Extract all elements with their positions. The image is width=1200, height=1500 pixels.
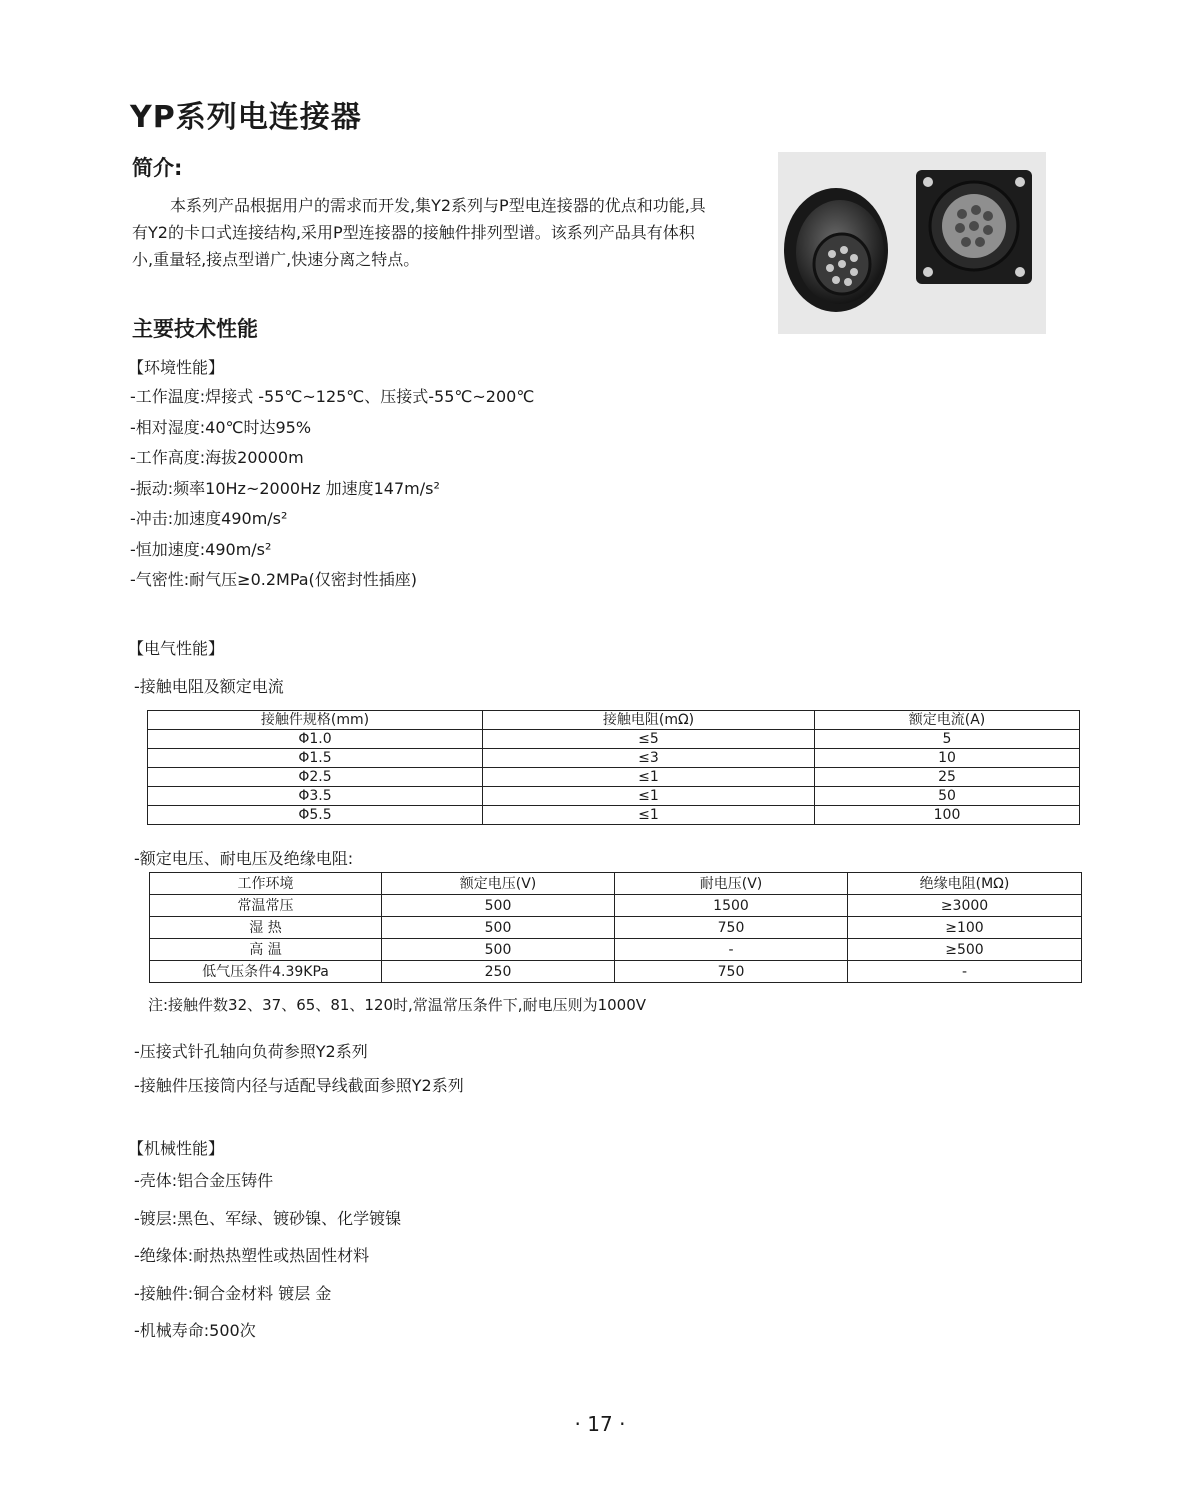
table-cell: 500	[382, 895, 615, 917]
list-item: -接触件压接筒内径与适配导线截面参照Y2系列	[134, 1076, 464, 1095]
table-cell: Φ2.5	[148, 768, 483, 787]
table-row	[148, 787, 1080, 806]
table-cell: 500	[382, 917, 615, 939]
page-number: · 17 ·	[574, 1412, 626, 1436]
table-cell: 低气压条件4.39KPa	[150, 961, 382, 983]
list-item: -机械寿命:500次	[134, 1321, 256, 1340]
list-item: -恒加速度:490m/s²	[130, 539, 272, 559]
table-header-cell: 额定电流(A)	[815, 711, 1080, 730]
table-cell: ≤1	[483, 787, 815, 806]
table-header-cell: 耐电压(V)	[615, 873, 848, 895]
table-row	[148, 806, 1080, 825]
table-cell: ≥3000	[848, 895, 1082, 917]
table-cell: 25	[815, 768, 1080, 787]
list-item: -接触件:铜合金材料 镀层 金	[134, 1283, 332, 1303]
connector-illustration	[778, 152, 1046, 334]
table-cell: 高 温	[150, 939, 382, 961]
table-cell: 常温常压	[150, 895, 382, 917]
voltage-table	[149, 872, 1082, 983]
environment-list	[130, 382, 534, 596]
table-cell: 750	[615, 917, 848, 939]
table-header-cell: 工作环境	[150, 873, 382, 895]
list-item: -工作温度:焊接式 -55℃~125℃、压接式-55℃~200℃	[130, 387, 535, 406]
table-cell: ≥100	[848, 917, 1082, 939]
table-cell: 250	[382, 961, 615, 983]
list-item: -压接式针孔轴向负荷参照Y2系列	[134, 1042, 368, 1061]
table-cell: 1500	[615, 895, 848, 917]
voltage-note: 注:接触件数32、37、65、81、120时,常温常压条件下,耐电压则为1000V	[148, 996, 647, 1014]
table-cell: 10	[815, 749, 1080, 768]
table-header-cell: 额定电压(V)	[382, 873, 615, 895]
table-cell: 湿 热	[150, 917, 382, 939]
mechanical-list	[134, 1162, 401, 1350]
table-header-row	[148, 711, 1080, 730]
table-row	[148, 768, 1080, 787]
table-row	[150, 917, 1082, 939]
table-cell: Φ5.5	[148, 806, 483, 825]
list-item: -工作高度:海拔20000m	[130, 448, 304, 467]
table-row	[148, 730, 1080, 749]
table-row	[148, 749, 1080, 768]
list-item: -相对湿度:40℃时达95%	[130, 417, 312, 437]
list-item: -气密性:耐气压≥0.2MPa(仅密封性插座)	[130, 570, 418, 589]
table-header-cell: 接触件规格(mm)	[148, 711, 483, 730]
table-row	[150, 961, 1082, 983]
table-cell: ≤1	[483, 768, 815, 787]
table-row	[150, 895, 1082, 917]
table-header-row	[150, 873, 1082, 895]
table-cell: Φ1.0	[148, 730, 483, 749]
contact-resistance-table	[147, 710, 1080, 825]
table-cell: 750	[615, 961, 848, 983]
table-cell: ≤3	[483, 749, 815, 768]
list-item: -镀层:黑色、军绿、镀砂镍、化学镀镍	[134, 1208, 402, 1228]
table-cell: Φ3.5	[148, 787, 483, 806]
table-header-cell: 接触电阻(mΩ)	[483, 711, 815, 730]
table-cell: Φ1.5	[148, 749, 483, 768]
intro-paragraph: 本系列产品根据用户的需求而开发,集Y2系列与P型电连接器的优点和功能,具有Y2的卡口式连接结构,采用P型连接器的接触件排列型谱。该系列产品具有体积小,重量轻,接点型谱广,快速分离之特点。	[132, 196, 706, 269]
connector-photo	[778, 152, 1046, 334]
table-cell: ≤5	[483, 730, 815, 749]
list-item: -振动:频率10Hz~2000Hz 加速度147m/s²	[130, 478, 440, 498]
table-cell: -	[848, 961, 1082, 983]
table-cell: ≤1	[483, 806, 815, 825]
electrical-extra-list	[134, 1035, 464, 1103]
table-cell: -	[615, 939, 848, 961]
table-cell: ≥500	[848, 939, 1082, 961]
environment-heading: 【环境性能】	[128, 358, 225, 377]
mechanical-heading: 【机械性能】	[128, 1139, 225, 1158]
table-row	[150, 939, 1082, 961]
page-title: YP系列电连接器	[130, 100, 362, 135]
intro-heading: 简介:	[132, 156, 183, 180]
list-item: -冲击:加速度490m/s²	[130, 509, 288, 528]
table-cell: 100	[815, 806, 1080, 825]
table-cell: 50	[815, 787, 1080, 806]
voltage-subheading: -额定电压、耐电压及绝缘电阻:	[134, 849, 354, 868]
table-cell: 5	[815, 730, 1080, 749]
list-item: -壳体:铝合金压铸件	[134, 1171, 274, 1190]
contact-resistance-subheading: -接触电阻及额定电流	[134, 677, 284, 696]
tech-performance-heading: 主要技术性能	[132, 317, 258, 341]
table-cell: 500	[382, 939, 615, 961]
electrical-heading: 【电气性能】	[128, 639, 225, 658]
table-header-cell: 绝缘电阻(MΩ)	[848, 873, 1082, 895]
list-item: -绝缘体:耐热热塑性或热固性材料	[134, 1246, 370, 1265]
